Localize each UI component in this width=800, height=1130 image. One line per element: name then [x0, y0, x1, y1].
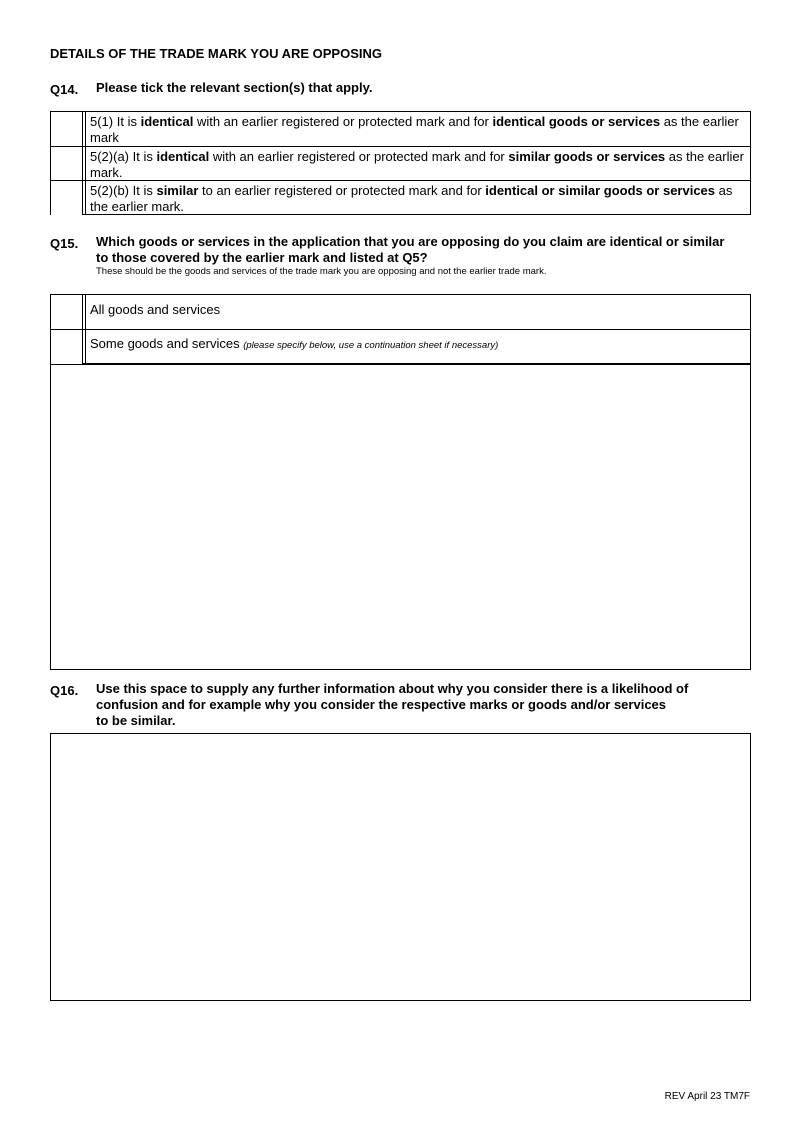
q15-note: These should be the goods and services of the trade mark you are opposing and not the earlier trade mark. — [96, 266, 547, 277]
q15-all-goods-label: All goods and services — [90, 302, 221, 317]
q15-details-box — [50, 364, 751, 670]
q14-option-3-checkbox[interactable] — [51, 181, 83, 215]
q14-option-2-label: 5(2)(a) It is identical with an earlier registered or protected mark and for similar goods or services as the earlier mark. — [90, 149, 744, 180]
q14-option-row — [51, 112, 750, 146]
q15-question-line: to those covered by the earlier mark and listed at Q5? — [96, 250, 428, 265]
q14-option-3-label: 5(2)(b) It is similar to an earlier registered or protected mark and for identical or similar goods or services as the earlier mark. — [90, 183, 733, 214]
q14-option-1-checkbox[interactable] — [51, 112, 83, 146]
q14-option-row — [51, 146, 750, 181]
q15-question-line: Which goods or services in the application that you are opposing do you claim are identical or similar — [96, 234, 725, 249]
q16-question-line: confusion and for example why you consider the respective marks or goods and/or services — [96, 697, 667, 712]
q15-option-row — [51, 329, 750, 364]
q14-question: Please tick the relevant section(s) that apply. — [96, 80, 373, 95]
q15-option-row — [51, 295, 750, 329]
section-title: DETAILS OF THE TRADE MARK YOU ARE OPPOSING — [50, 46, 383, 61]
q16-question-line: Use this space to supply any further information about why you consider there is a likelihood of — [96, 681, 689, 696]
q14-option-row — [51, 180, 750, 215]
q15-question — [96, 234, 756, 278]
q16-question — [96, 681, 756, 729]
q16-details-input[interactable] — [51, 734, 750, 1000]
q15-number: Q15. — [50, 236, 79, 251]
q15-options-table — [50, 294, 751, 364]
q15-details-input[interactable] — [51, 365, 750, 669]
q15-some-goods-label: Some goods and services (please specify below, use a continuation sheet if necessary) — [90, 336, 499, 351]
form-revision-footer: REV April 23 TM7F — [664, 1091, 750, 1102]
q14-option-2-checkbox[interactable] — [51, 147, 83, 181]
q16-number: Q16. — [50, 683, 79, 698]
q14-number: Q14. — [50, 82, 79, 97]
q16-details-box — [50, 733, 751, 1001]
q16-question-line: to be similar. — [96, 713, 176, 728]
q14-options-table — [50, 111, 751, 215]
q15-some-goods-checkbox[interactable] — [51, 330, 83, 364]
q15-all-goods-checkbox[interactable] — [51, 295, 83, 329]
q14-option-1-label: 5(1) It is identical with an earlier registered or protected mark and for identical goods or services as the earlier mark — [90, 114, 739, 145]
